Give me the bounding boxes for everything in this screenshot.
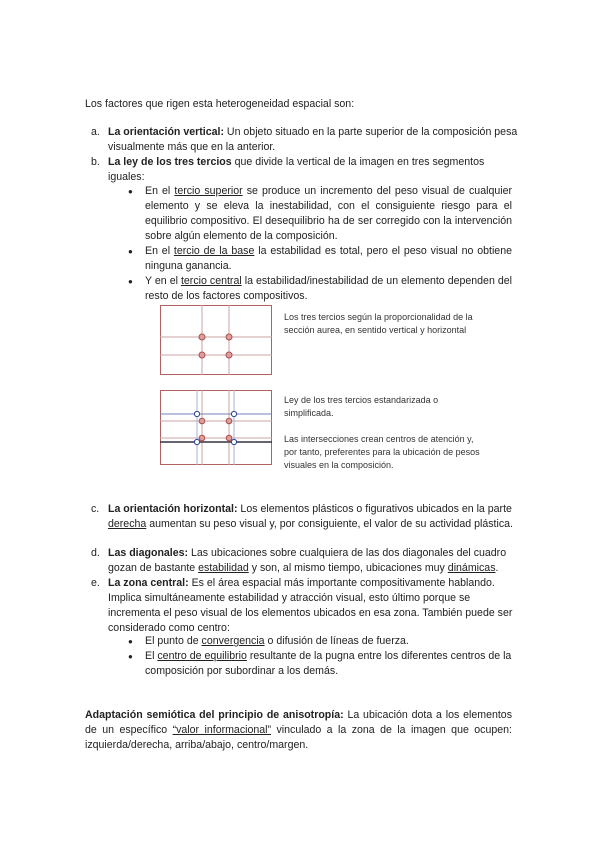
bullet-text: resultante de la pugna entre los diferentes centros de la composición por subordinar a los demás. [145, 650, 512, 677]
bullet-upper-third [145, 184, 512, 244]
term-right: derecha [108, 518, 147, 530]
paragraph-text: La ubicación dota a los elementos de un específico [85, 709, 512, 736]
figure-frame [161, 306, 272, 375]
item-three-thirds [108, 155, 518, 185]
item-a-text: Un objeto situado en la parte superior de la composición pesa visualmente más que en la anterior. [108, 126, 518, 153]
intersection-dot [199, 334, 205, 340]
item-b-heading: La ley de los tres tercios [108, 156, 232, 168]
simplified-thirds-grid-figure [160, 390, 272, 465]
bullet-text: se produce un incremento del peso visual de cualquier elemento y se eleva la inestabilidad, con el consiguiente riesgo para el equilibrio compositivo. El desequilibrio ha de ser corregido con la intervención sobre algún elemento de la composición. [145, 185, 513, 242]
intersection-dot [194, 411, 199, 416]
figure-caption-intersections: Las intersecciones crean centros de atención y, por tanto, preferentes para la ubicación de pesos visuales en la composición. [284, 434, 480, 470]
term-base-third: tercio de la base [173, 245, 255, 257]
bullet-text: Y en el [145, 275, 181, 287]
bullet-icon: ● [128, 187, 133, 196]
term-balance-center: centro de equilibrio [157, 650, 247, 662]
item-d-heading: Las diagonales: [108, 547, 189, 559]
term-informational-value: “valor informacional” [172, 724, 272, 736]
bullet-text: o difusión de líneas de fuerza. [264, 635, 409, 647]
golden-ratio-grid-figure [160, 305, 272, 375]
intro-text: Los factores que rigen esta heterogeneidad espacial son: [85, 98, 355, 110]
intersection-dot [231, 439, 236, 444]
intersection-dot [226, 435, 232, 441]
anisotropy-paragraph [85, 708, 512, 753]
list-marker-b: b. [91, 156, 100, 168]
item-e-text: Es el área espacial más importante compositivamente hablando. Implica simultáneamente estabilidad y atracción visual, esto último porque se incrementa el peso visual de los elementos ubicados en esa zona. También puede ser considerado como centro: [108, 577, 513, 634]
paragraph-text: vinculado a la zona de la imagen que ocupen: izquierda/derecha, arriba/abajo, centro/margen. [85, 724, 512, 751]
intersection-dot [226, 334, 232, 340]
item-d-text: y son, al mismo tiempo, ubicaciones muy [248, 562, 448, 574]
term-dynamic: dinámicas [447, 562, 496, 574]
item-vertical-orientation [108, 125, 518, 155]
item-e-heading: La zona central: [108, 577, 189, 589]
bullet-icon: ● [128, 277, 133, 286]
item-central-zone [108, 576, 518, 636]
bullet-convergence [145, 634, 515, 649]
item-horizontal-orientation [108, 502, 518, 532]
bullet-base-third [145, 244, 512, 274]
term-convergence: convergencia [201, 635, 265, 647]
item-c-text: Los elementos plásticos o figurativos ubicados en la parte [237, 503, 512, 515]
item-b-text: que divide la vertical de la imagen en tres segmentos iguales: [108, 156, 485, 183]
list-marker-a: a. [91, 126, 100, 138]
intersection-dot [226, 418, 232, 424]
term-upper-third: tercio superior [174, 185, 243, 197]
item-d-text: Las ubicaciones sobre cualquiera de las dos diagonales del cuadro gozan de bastante [108, 547, 507, 574]
bullet-icon: ● [128, 247, 133, 256]
intersection-dot [226, 352, 232, 358]
bullet-text: En el [145, 245, 174, 257]
list-marker-e: e. [91, 577, 100, 589]
intersection-dot [194, 439, 199, 444]
term-central-third: tercio central [180, 275, 242, 287]
bullet-text: la estabilidad/inestabilidad de un elemento dependen del resto de los factores compositivos. [145, 275, 512, 302]
bullet-text: En el [145, 185, 175, 197]
intersection-dot [199, 435, 205, 441]
list-marker-d: d. [91, 547, 100, 559]
item-diagonals [108, 546, 518, 576]
term-stability: estabilidad [198, 562, 249, 574]
bullet-balance-center [145, 649, 515, 679]
bullet-text: la estabilidad es total, pero el peso visual no obtiene ninguna ganancia. [145, 245, 512, 272]
figure-frame [161, 391, 272, 465]
bullet-text: El punto de [145, 635, 202, 647]
intersection-dot [231, 411, 236, 416]
item-c-heading: La orientación horizontal: [108, 503, 238, 515]
item-d-text: . [495, 562, 499, 574]
figure-caption-golden: Los tres tercios según la proporcionalidad de la sección aurea, en sentido vertical y horizontal [284, 312, 473, 335]
intersection-dot [199, 418, 205, 424]
figure-caption-simplified: Ley de los tres tercios estandarizada o simplificada. [284, 395, 439, 418]
item-c-text: aumentan su peso visual y, por consiguiente, el valor de su actividad plástica. [146, 518, 513, 530]
bullet-icon: ● [128, 637, 133, 646]
intersection-dot [199, 352, 205, 358]
anisotropy-heading: Adaptación semiótica del principio de anisotropía: [85, 709, 344, 721]
bullet-central-third [145, 274, 512, 304]
item-a-heading: La orientación vertical: [108, 126, 224, 138]
bullet-text: El [145, 650, 158, 662]
bullet-icon: ● [128, 652, 133, 661]
list-marker-c: c. [91, 503, 100, 515]
